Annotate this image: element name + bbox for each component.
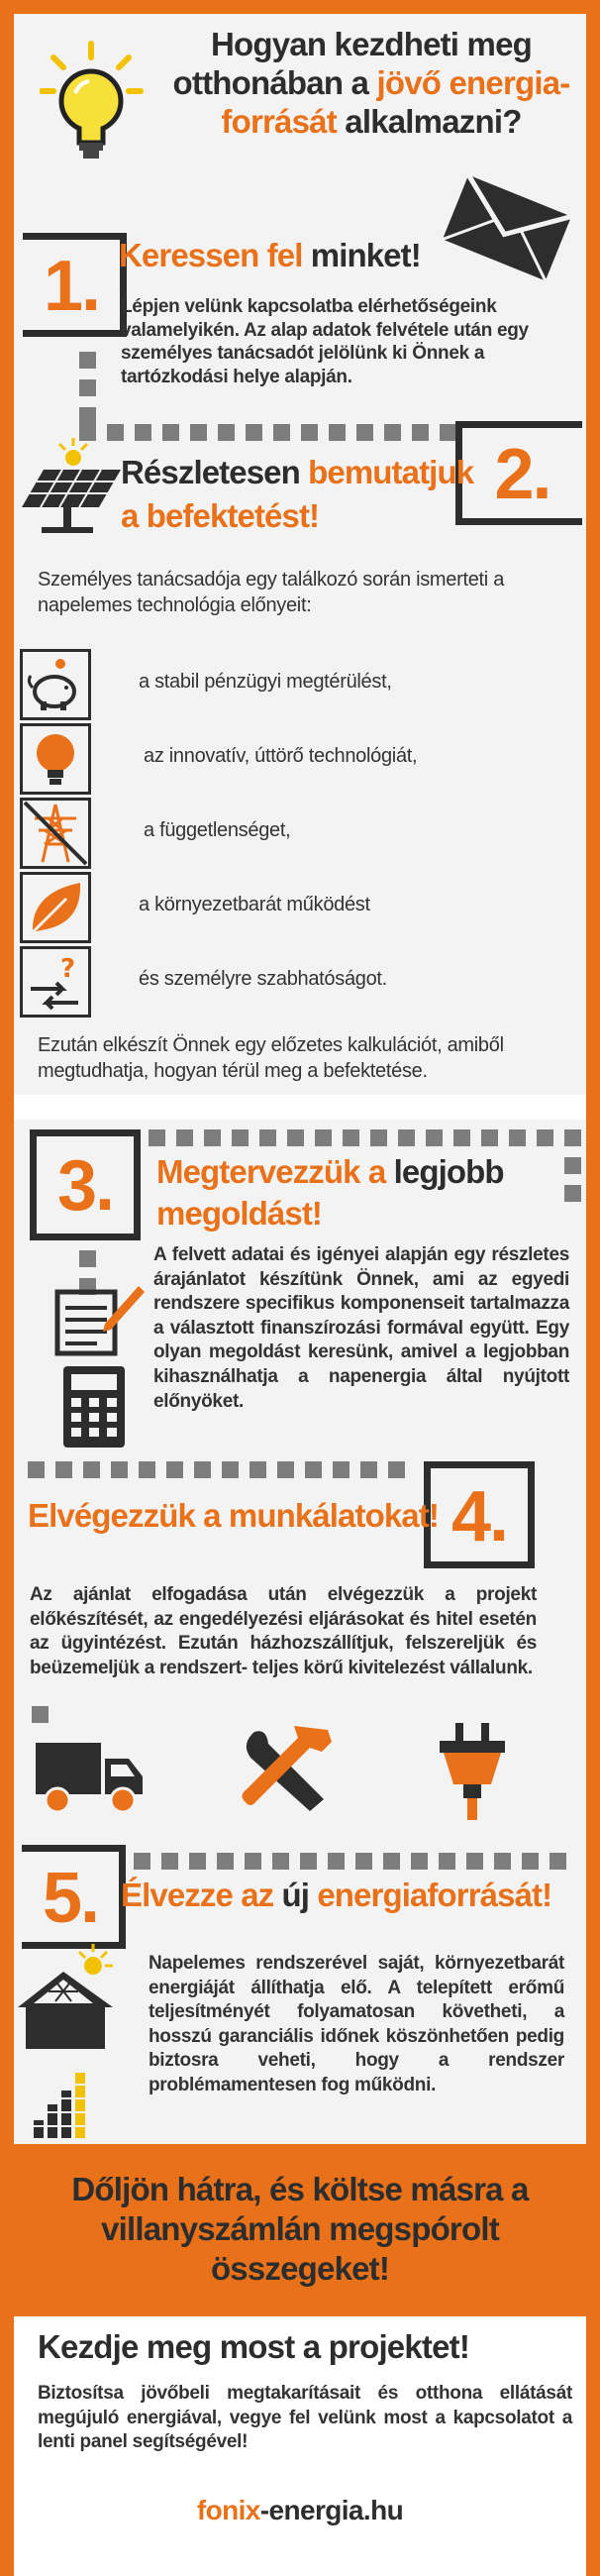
closing-line-2: villanyszámlán megspórolt [101,2210,499,2247]
step-5-divider-horizontal [134,1853,566,1870]
step-1-heading-a: Keressen fel [119,237,303,273]
step-3-heading-b: legjobb [385,1153,504,1190]
step-4-heading: Elvégezzük a munkálatokat! [28,1497,439,1534]
step-3-heading-a: Megtervezzük a [156,1153,386,1190]
lightbulb-idea-icon [40,40,144,168]
step-1-text: Lépjen velünk kapcsolatba elérhetőségeink valamelyikén. Az alap adatok felvétele után egy személyes tanácsadót jelölünk ki Önnek a tartózkodási helye alapján. [121,296,529,387]
step-1-divider-horizontal [79,424,456,441]
cta-text: Biztosítsa jövőbeli megtakarításait és otthona ellátását megújuló energiával, vegye fel velünk most a kapcsolatot a lenti panel segítségével! [38,2383,572,2453]
feature-label-2: az innovatív, úttörő technológiát, [144,745,418,767]
piggy-bank-icon [20,649,91,720]
step-5-number: 5. [22,1845,126,1949]
calculator-icon [55,1362,135,1451]
cta-heading: Kezdje meg most a projektet! [38,2328,470,2365]
step-2-number: 2. [455,421,582,525]
step-4-divider-vertical [32,1706,49,1723]
title-line-1: Hogyan kezdheti meg [210,26,533,62]
title-line-2b: jövő energia- [376,64,570,101]
title-line-3a: forrását [221,103,337,140]
feature-label-1: a stabil pénzügyi megtérülést, [139,671,392,693]
step-2-heading-a: Részletesen [121,454,309,490]
step-2-heading [121,451,473,538]
feature-row-1 [20,649,574,720]
feature-label-4: a környezetbarát működést [139,894,370,915]
step-3-text: A felvett adatai és igényei alapján egy részletes árajánlatot készítünk Önnek, ami az egyedi rendszere specifikus komponenseit tartalmazza a választott finanszírozási formával együtt. Egy olyan megoldást keresünk, amivel a legjobban kihasználhatja a napenergia által nyújtott előnyöket. [153,1244,569,1412]
website-link-a: fonix [196,2495,260,2525]
solar-panel-icon [14,436,123,545]
title-line-3 [168,102,574,141]
website-link[interactable] [14,2495,586,2526]
envelope-icon [436,163,579,292]
feature-label-5: és személyre szabhatóságot. [139,968,387,990]
step-5-heading [121,1876,551,1915]
step-1-heading [119,236,421,275]
solar-house-icon [14,1942,123,2051]
title-line-3b: alkalmazni? [336,103,522,140]
feature-row-5 [20,946,574,1018]
closing-message [14,2170,586,2294]
feature-label-3: a függetlenséget, [144,819,291,841]
step-5-text: Napelemes rendszerével saját, környezetbarát energiáját állíthatja elő. A telepített erőmű teljesítményét folyamatosan követheti, a hosszú garanciális időnek köszönhetően pedig biztosra veheti, hogy a rendszer problémamentesen fog működni. [149,1953,564,2095]
step-3-divider-vertical [564,1129,581,1202]
section-separator [14,1095,586,1120]
leaf-icon [20,872,91,943]
step-5-heading-b: új [273,1877,318,1913]
step-1-number: 1. [23,233,127,337]
step-4-text: Az ajánlat elfogadása után elvégezzük a projekt előkészítését, az engedélyezési eljárásokat és hitel esetén az ügyintézést. Ezután házhozszállítjuk, felszereljük és beüzemeljük a rendszert- teljes körű kivitelezést vállalunk. [30,1584,537,1678]
feature-row-2 [20,723,574,795]
website-link-b: -energia.hu [259,2495,404,2525]
step-2-heading-b: bemutatjuk [308,454,474,490]
step-3-divider-horizontal [149,1129,553,1146]
bar-chart-icon [30,2061,89,2140]
step-1-heading-b: minket! [302,237,421,273]
arrows-question-icon [20,946,91,1018]
lightbulb-icon [20,723,91,795]
tools-icon [233,1722,342,1821]
power-plug-icon [428,1719,517,1823]
step-2-outro: Ezután elkészít Önnek egy előzetes kalkulációt, amiből megtudhatja, hogyan térül meg a befektetése. [38,1034,504,1082]
step-4-divider-horizontal [28,1461,405,1478]
step-3-number: 3. [30,1129,141,1240]
step-5-heading-a: Élvezze az [121,1877,274,1913]
page-title [168,25,574,141]
step-1-divider-vertical [79,352,96,424]
step-4-number: 4. [424,1461,535,1568]
step-3-heading [156,1151,504,1234]
title-line-2 [168,63,574,102]
step-5-heading-c: energiaforrását! [317,1877,552,1913]
svg-text:?: ? [60,954,76,984]
step-3-heading-c: megoldást! [156,1195,323,1232]
step-2-heading-c: a befektetést! [121,497,320,534]
closing-line-1: Dőljön hátra, és költse másra a [71,2171,529,2207]
title-line-2a: otthonában a [172,64,377,101]
closing-line-3: összegeket! [210,2250,390,2287]
delivery-truck-icon [32,1729,150,1818]
document-edit-icon [51,1278,146,1357]
feature-row-4 [20,872,574,943]
cta-panel [14,2316,586,2576]
feature-row-3 [20,798,574,869]
step-2-intro: Személyes tanácsadója egy találkozó során ismerteti a napelemes technológia előnyeit: [38,569,505,616]
power-pylon-icon [20,798,91,869]
